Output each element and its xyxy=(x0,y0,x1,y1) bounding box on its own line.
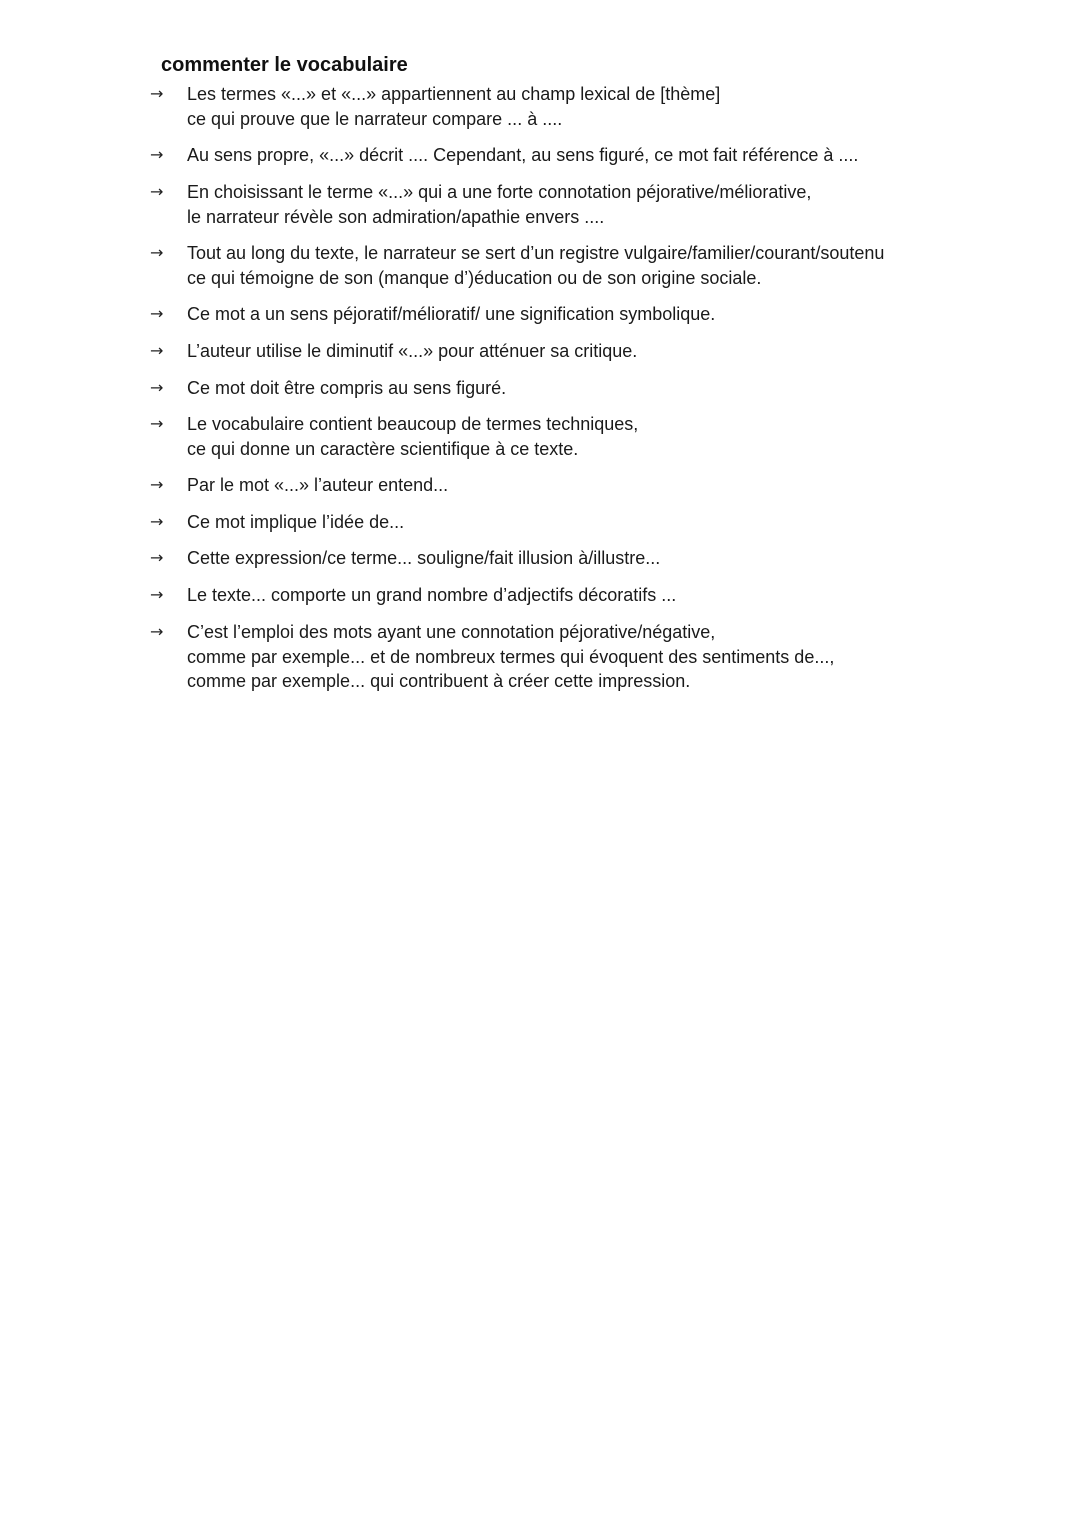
list-item-line: En choisissant le terme «...» qui a une forte connotation péjorative/méliorative, xyxy=(187,182,812,202)
list-item-line: comme par exemple... qui contribuent à créer cette impression. xyxy=(187,671,691,691)
list-item-line: Au sens propre, «...» décrit .... Cependant, au sens figuré, ce mot fait référence à .... xyxy=(187,145,859,165)
arrow-right-icon: → xyxy=(150,84,164,103)
list-item-text xyxy=(187,302,957,327)
list-item-line: Le vocabulaire contient beaucoup de termes techniques, xyxy=(187,414,639,434)
list-item-line: Le texte... comporte un grand nombre d’adjectifs décoratifs ... xyxy=(187,585,677,605)
list-item-line: Les termes «...» et «...» appartiennent au champ lexical de [thème] xyxy=(187,84,721,104)
list-item-line: ce qui prouve que le narrateur compare ... à .... xyxy=(187,108,563,129)
list-item-line: le narrateur révèle son admiration/apathie envers .... xyxy=(187,206,605,227)
arrow-right-icon: → xyxy=(150,341,164,360)
section-heading: commenter le vocabulaire xyxy=(161,54,408,76)
list-item-text xyxy=(187,546,957,571)
list-item-text xyxy=(187,143,957,168)
list-item-text xyxy=(187,180,957,229)
arrow-right-icon: → xyxy=(150,378,164,397)
list-item-line: C’est l’emploi des mots ayant une connotation péjorative/négative, xyxy=(187,622,716,642)
list-item-line: Ce mot doit être compris au sens figuré. xyxy=(187,378,507,398)
list-item-line: L’auteur utilise le diminutif «...» pour atténuer sa critique. xyxy=(187,341,638,361)
arrow-right-icon: → xyxy=(150,243,164,262)
list-item-line: Cette expression/ce terme... souligne/fait illusion à/illustre... xyxy=(187,548,661,568)
list-item-text xyxy=(187,376,957,401)
list-item-text xyxy=(187,510,957,535)
list-item-text xyxy=(187,241,957,290)
list-item-line: Ce mot a un sens péjoratif/mélioratif/ une signification symbolique. xyxy=(187,304,716,324)
arrow-right-icon: → xyxy=(150,512,164,531)
list-item-text xyxy=(187,620,957,694)
list-item-text xyxy=(187,412,957,461)
arrow-right-icon: → xyxy=(150,585,164,604)
list-item-line: Par le mot «...» l’auteur entend... xyxy=(187,475,449,495)
arrow-right-icon: → xyxy=(150,414,164,433)
arrow-right-icon: → xyxy=(150,548,164,567)
list-item-text xyxy=(187,339,957,364)
list-item-line: Tout au long du texte, le narrateur se sert d’un registre vulgaire/familier/courant/soutenu xyxy=(187,243,885,263)
list-item-text xyxy=(187,583,957,608)
list-item-text xyxy=(187,82,957,131)
arrow-right-icon: → xyxy=(150,304,164,323)
arrow-right-icon: → xyxy=(150,182,164,201)
list-item-line: ce qui donne un caractère scientifique à ce texte. xyxy=(187,438,579,459)
list-item-line: ce qui témoigne de son (manque d’)éducation ou de son origine sociale. xyxy=(187,267,762,288)
list-item-line: Ce mot implique l’idée de... xyxy=(187,512,405,532)
arrow-right-icon: → xyxy=(150,622,164,641)
arrow-right-icon: → xyxy=(150,145,164,164)
arrow-right-icon: → xyxy=(150,475,164,494)
list-item-line: comme par exemple... et de nombreux termes qui évoquent des sentiments de..., xyxy=(187,646,835,667)
list-item-text xyxy=(187,473,957,498)
